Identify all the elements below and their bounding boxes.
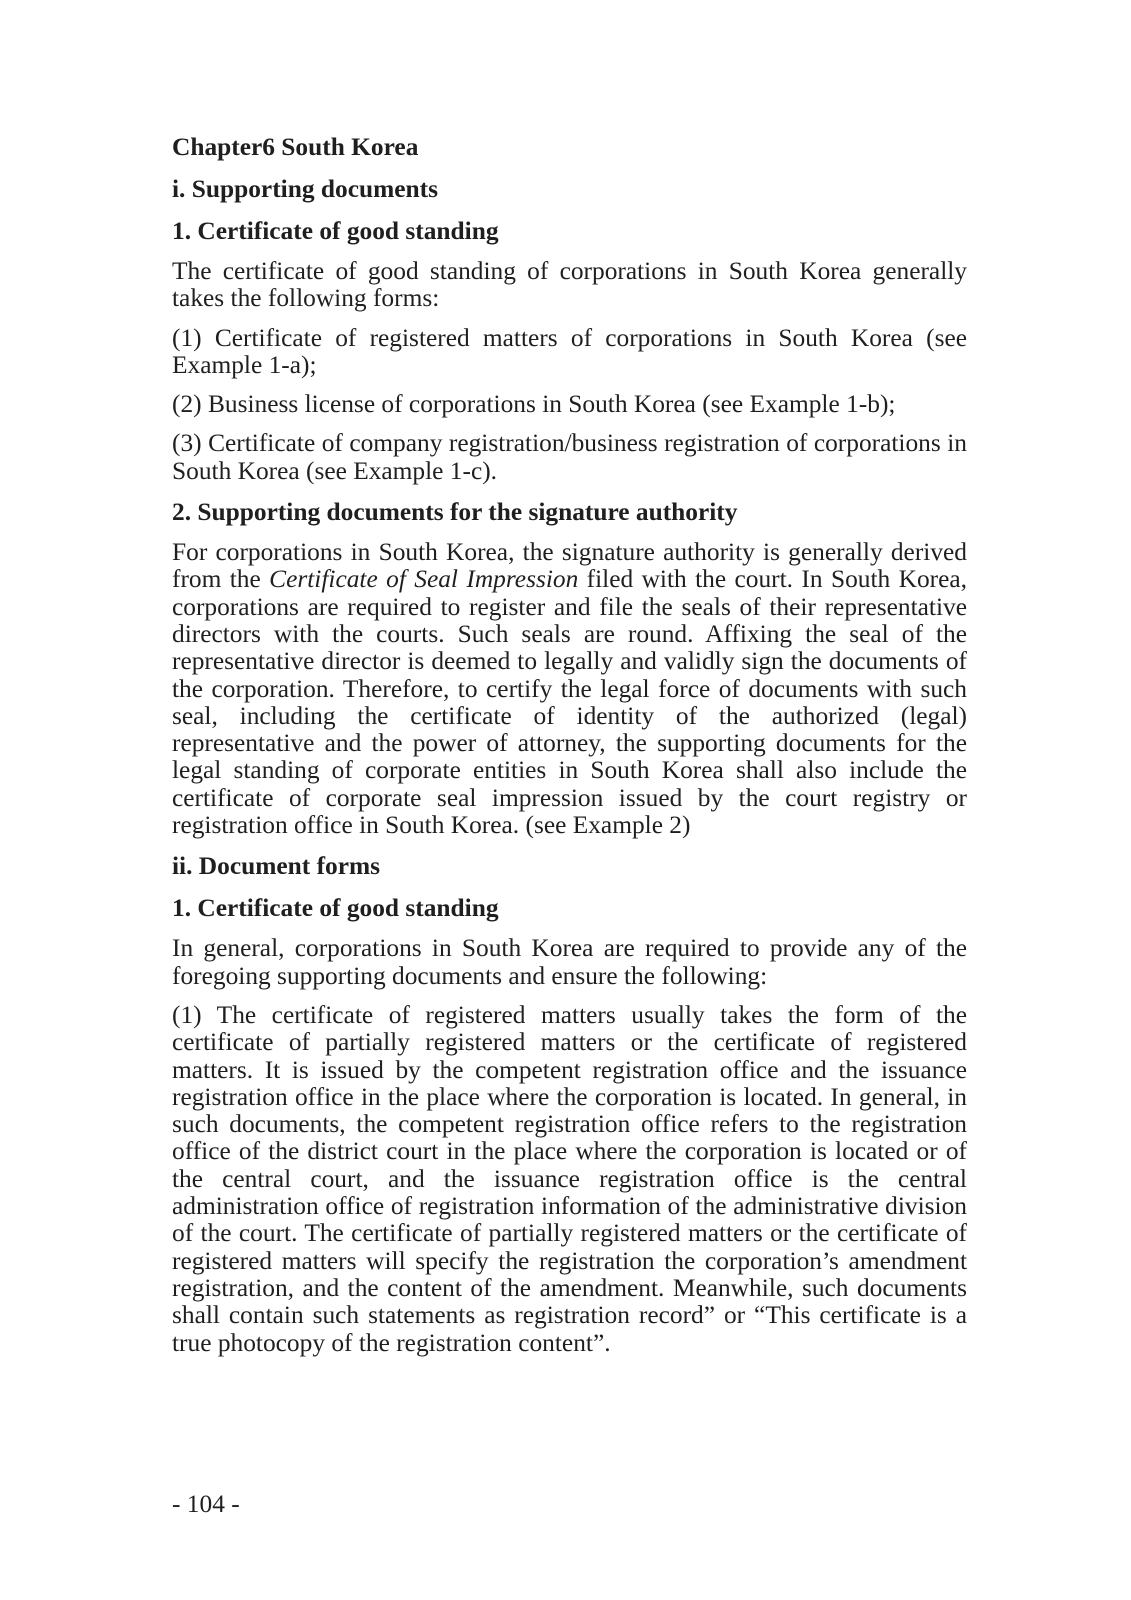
- page-number: - 104 -: [172, 1490, 240, 1518]
- signature-text-before: For corporations in South Korea, the signature authority is generally derived from the: [172, 538, 967, 594]
- paragraph-document-forms-intro: In general, corporations in South Korea are required to provide any of the foregoing supporting documents and ensure the following:: [172, 934, 967, 990]
- section-heading-supporting-documents: i. Supporting documents: [172, 175, 438, 203]
- list-item-certificate-registered-matters: (1) The certificate of registered matters usually takes the form of the certificate of partially registered matters or the certificate of registered matters. It is issued by the competent registration office and the issuance registration office in the place where the corporation is located. In general, in such documents, the competent registration office refers to the registration office of the district court in the place where the corporation is located or of the central court, and the issuance registration office is the central administration office of registration information of the administrative division of the court. The certificate of partially registered matters or the certificate of registered matters will specify the registration the corporation’s amendment registration, and the content of the amendment. Meanwhile, such documents shall contain such statements as registration record” or “This certificate is a true photocopy of the registration content”.: [172, 1000, 967, 1357]
- signature-text-italic: Certificate of Seal Impression: [269, 565, 579, 594]
- paragraph-certificate-intro: The certificate of good standing of corporations in South Korea generally takes the following forms:: [172, 257, 967, 313]
- document-page: [172, 132, 967, 1369]
- list-item-registered-matters: (1) Certificate of registered matters of corporations in South Korea (see Example 1-a);: [172, 323, 967, 379]
- subsection-heading-certificate-good-standing-2: 1. Certificate of good standing: [172, 894, 499, 923]
- section-heading-document-forms: ii. Document forms: [172, 852, 381, 881]
- chapter-title: Chapter6 South Korea: [172, 133, 419, 161]
- signature-text-after: filed with the court. In South Korea, corporations are required to register and file the seals of their representative directors with the courts. Such seals are round. Affixing the seal of the representative director is deemed to legally and validly sign the documents of the corporation. Therefore, to certify the legal force of documents with such seal, including the certificate of identity of the authorized (legal) representative and the power of attorney, the supporting documents for the legal standing of corporate entities in South Korea shall also include the certificate of corporate seal impression issued by the court registry or registration office in South Korea. (see Example 2): [172, 565, 967, 840]
- subsection-heading-certificate-good-standing: 1. Certificate of good standing: [172, 217, 499, 245]
- paragraph-signature-authority: [172, 539, 967, 839]
- list-item-business-license: (2) Business license of corporations in South Korea (see Example 1-b);: [172, 390, 896, 419]
- subsection-heading-signature-authority: 2. Supporting documents for the signature authority: [172, 498, 738, 527]
- list-item-company-registration: (3) Certificate of company registration/business registration of corporations in South Korea (see Example 1-c).: [172, 429, 967, 485]
